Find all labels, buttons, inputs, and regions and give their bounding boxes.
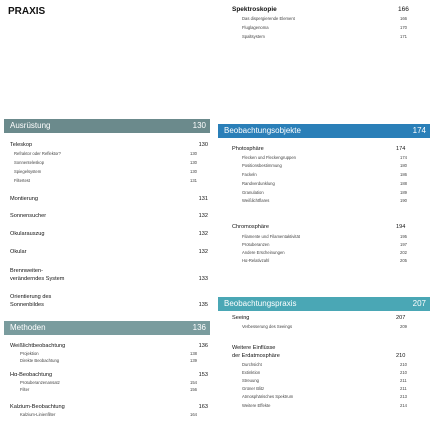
section-title: Beobachtungsobjekte [224, 126, 301, 135]
toc-subentry-page: 211 [400, 386, 407, 391]
toc-subentry-page: 171 [400, 34, 407, 39]
entry-label: Sonnenbildes [10, 302, 44, 308]
section-banner-beobachtungsobjekte[interactable] [218, 124, 430, 138]
toc-subentry[interactable]: Kalzium-Linienfilter [20, 412, 56, 417]
toc-subentry[interactable]: Filter [20, 387, 30, 392]
toc-subentry[interactable]: Spiegelsystem [14, 169, 42, 174]
toc-subentry-page: 131 [190, 178, 197, 183]
section-banner-methoden[interactable] [4, 321, 210, 335]
entry-page: 132 [198, 231, 208, 237]
entry-label: Okularauszug [10, 231, 45, 237]
toc-subentry[interactable]: Atmosphärisches Spektrum [242, 394, 294, 399]
toc-subentry[interactable]: Sonnenteleskop [14, 160, 45, 165]
toc-subentry[interactable]: Extinktion [242, 370, 261, 375]
entry-label: veränderndes System [10, 276, 65, 282]
toc-subentry[interactable]: Granulation [242, 190, 264, 195]
section-title: Beobachtungspraxis [224, 299, 297, 308]
toc-entry-seeing[interactable]: Seeing [232, 315, 250, 321]
toc-subentry-page: 170 [400, 25, 407, 30]
toc-subentry[interactable]: Projektion [20, 351, 39, 356]
entry-page: 136 [198, 343, 208, 349]
toc-subentry[interactable]: Andere Erscheinungen [242, 250, 285, 255]
toc-subentry[interactable]: Protuberanzenansatz [20, 380, 60, 385]
toc-subentry[interactable]: Positionsbestimmung [242, 163, 282, 168]
entry-page: 207 [396, 315, 406, 321]
entry-page: 210 [396, 353, 406, 359]
entry-label: Okular [10, 249, 27, 255]
section-banner-ausruestung[interactable] [4, 119, 210, 133]
entry-label: Kalzium-Beobachtung [10, 404, 65, 410]
toc-subentry-page: 189 [400, 190, 407, 195]
toc-entry-photosphaere[interactable]: Photosphäre [232, 146, 264, 152]
toc-subentry[interactable]: Direkte Beobachtung [20, 358, 60, 363]
spektroskopie-page: 166 [398, 6, 409, 13]
section-page: 130 [192, 121, 206, 130]
toc-subentry-page: 205 [400, 258, 407, 263]
entry-label: Teleskop [10, 142, 33, 148]
toc-subentry-page: 138 [190, 351, 197, 356]
toc-subentry[interactable]: Fluglagenoma [242, 25, 269, 30]
toc-subentry[interactable]: Protuberanzen [242, 242, 270, 247]
toc-subentry-page: 164 [190, 412, 197, 417]
page-header: PRAXIS [8, 6, 46, 17]
toc-subentry-page: 166 [400, 16, 407, 21]
toc-subentry-page: 130 [190, 151, 197, 156]
entry-page: 163 [198, 404, 208, 410]
toc-subentry[interactable]: Streuung [242, 378, 259, 383]
toc-subentry-page: 130 [190, 169, 197, 174]
entry-page: 130 [198, 142, 208, 148]
toc-subentry[interactable]: Filamente und Filamentaktivität [242, 234, 300, 239]
entry-page: 133 [198, 276, 208, 282]
entry-page: 132 [198, 249, 208, 255]
section-title: Methoden [10, 323, 46, 332]
toc-subentry[interactable]: Filtertest [14, 178, 31, 183]
toc-subentry[interactable]: Weißlichtflares [242, 198, 270, 203]
toc-subentry[interactable]: Weitere Effekte [242, 403, 271, 408]
toc-subentry-page: 188 [400, 181, 407, 186]
toc-entry-chromosphaere[interactable]: Chromosphäre [232, 224, 269, 230]
entry-page: 132 [198, 213, 208, 219]
toc-subentry-page: 180 [400, 163, 407, 168]
toc-subentry[interactable]: Hα-Relativzahl [242, 258, 270, 263]
toc-subentry-page: 211 [400, 378, 407, 383]
toc-subentry-page: 202 [400, 250, 407, 255]
entry-label: Montierung [10, 196, 38, 202]
toc-subentry-page: 174 [400, 155, 407, 160]
entry-page: 131 [198, 196, 208, 202]
section-page: 174 [412, 126, 426, 135]
toc-subentry[interactable]: Grüner Blitz [242, 386, 265, 391]
toc-subentry[interactable]: Durchsicht [242, 362, 262, 367]
toc-subentry[interactable]: Spaltsystem [242, 34, 265, 39]
toc-subentry-page: 210 [400, 362, 407, 367]
toc-subentry-page: 154 [190, 380, 197, 385]
toc-entry-weitere-einfluesse-line2[interactable]: der Erdatmosphäre [232, 353, 280, 359]
toc-subentry-page: 213 [400, 394, 407, 399]
toc-subentry[interactable]: Verbesserung des Seeings [242, 324, 293, 329]
toc-subentry-page: 195 [400, 234, 407, 239]
toc-subentry-page: 139 [190, 358, 197, 363]
toc-subentry-page: 186 [400, 172, 407, 177]
entry-label: Sonnensucher [10, 213, 47, 219]
entry-page: 153 [198, 372, 208, 378]
toc-subentry-page: 214 [400, 403, 407, 408]
toc-subentry[interactable]: Das dispergierende Element [242, 16, 295, 21]
section-banner-beobachtungspraxis[interactable] [218, 297, 430, 311]
toc-subentry[interactable]: Refraktor oder Reflektor? [14, 151, 62, 156]
toc-subentry-page: 210 [400, 370, 407, 375]
toc-subentry-page: 156 [190, 387, 197, 392]
toc-subentry-page: 190 [400, 198, 407, 203]
entry-label: Weißlichtbeobachtung [10, 343, 66, 349]
entry-page: 174 [396, 146, 406, 152]
section-title: Ausrüstung [10, 121, 51, 130]
section-page: 136 [192, 323, 206, 332]
entry-label: Hα-Beobachtung [10, 372, 53, 378]
spektroskopie-title[interactable]: Spektroskopie [232, 6, 277, 13]
toc-entry-weitere-einfluesse[interactable]: Weitere Einflüsse [232, 345, 276, 351]
entry-label: Orientierung des [10, 294, 52, 300]
section-page: 207 [412, 299, 426, 308]
toc-subentry[interactable]: Fackeln [242, 172, 257, 177]
toc-subentry-page: 209 [400, 324, 407, 329]
entry-label: Brennweiten- [10, 268, 43, 274]
toc-subentry[interactable]: Flecken und Fleckengruppen [242, 155, 297, 160]
toc-subentry[interactable]: Randverdunklung [242, 181, 275, 186]
entry-page: 194 [396, 224, 406, 230]
toc-subentry-page: 130 [190, 160, 197, 165]
toc-subentry-page: 197 [400, 242, 407, 247]
entry-page: 135 [198, 302, 208, 308]
